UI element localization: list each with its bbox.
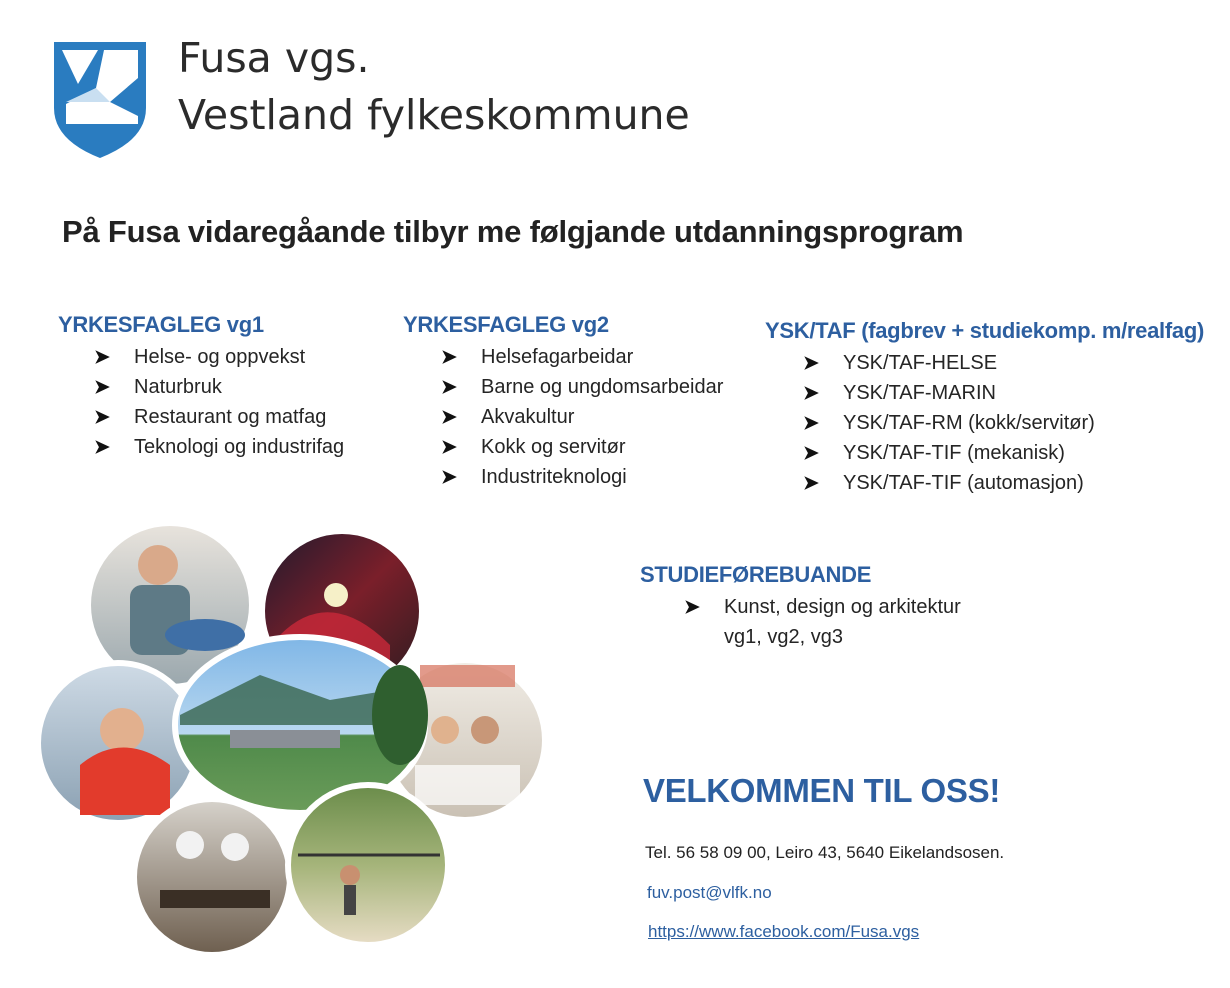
photo-marine <box>38 663 198 823</box>
email-link[interactable]: fuv.post@vlfk.no <box>647 883 772 902</box>
list-item-label: YSK/TAF-TIF (mekanisk) <box>843 442 1065 464</box>
arrow-bullet-icon: ➤ <box>803 353 819 374</box>
list-item-label: Barne og ungdomsarbeidar <box>481 376 724 398</box>
arrow-bullet-icon: ➤ <box>803 443 819 464</box>
welcome-heading: VELKOMMEN TIL OSS! <box>643 772 1001 809</box>
program-yrkesfagleg-vg1 <box>58 312 344 462</box>
list-item-label: Teknologi og industrifag <box>134 436 345 458</box>
org-name: Fusa vgs. <box>178 34 370 82</box>
program-ysk-taf <box>765 318 1204 498</box>
list-item-label: YSK/TAF-TIF (automasjon) <box>843 472 1084 494</box>
list-item <box>441 342 723 372</box>
arrow-bullet-icon: ➤ <box>94 377 110 398</box>
list-item-label: YSK/TAF-RM (kokk/servitør) <box>843 412 1095 434</box>
program-title: STUDIEFØREBUANDE <box>640 562 872 587</box>
contact-line: Tel. 56 58 09 00, Leiro 43, 5640 Eikelandsosen. <box>645 843 1005 862</box>
program-list <box>441 342 723 492</box>
list-item-label: YSK/TAF-MARIN <box>843 382 996 404</box>
facebook-link[interactable]: https://www.facebook.com/Fusa.vgs <box>648 922 920 941</box>
arrow-bullet-icon: ➤ <box>684 597 700 618</box>
list-item-label: Naturbruk <box>134 376 222 398</box>
list-item <box>94 432 344 462</box>
list-item-label: Akvakultur <box>481 406 575 428</box>
arrow-bullet-icon: ➤ <box>441 407 457 428</box>
arrow-bullet-icon: ➤ <box>803 383 819 404</box>
program-list <box>803 348 1204 498</box>
list-item <box>441 372 723 402</box>
list-item <box>94 372 344 402</box>
arrow-bullet-icon: ➤ <box>803 473 819 494</box>
arrow-bullet-icon: ➤ <box>94 347 110 368</box>
list-item <box>94 342 344 372</box>
list-item <box>441 462 723 492</box>
page-headline: På Fusa vidaregåande tilbyr me følgjande utdanningsprogram <box>62 214 964 249</box>
list-item <box>803 378 1204 408</box>
program-title: YSK/TAF (fagbrev + studiekomp. m/realfag) <box>765 318 1204 343</box>
list-item <box>441 402 723 432</box>
list-item-label: Restaurant og matfag <box>134 406 327 428</box>
arrow-bullet-icon: ➤ <box>441 347 457 368</box>
arrow-bullet-icon: ➤ <box>441 377 457 398</box>
list-item-label: Kunst, design og arkitektur <box>724 596 961 618</box>
arrow-bullet-icon: ➤ <box>94 407 110 428</box>
program-title: YRKESFAGLEG vg2 <box>403 312 609 337</box>
list-item-continuation <box>684 622 961 652</box>
org-subtitle: Vestland fylkeskommune <box>178 91 690 139</box>
list-item-label: Kokk og servitør <box>481 436 626 458</box>
program-studieforebuande <box>640 562 961 652</box>
program-list <box>94 342 344 462</box>
list-item <box>803 468 1204 498</box>
school-logo <box>52 40 148 160</box>
program-list <box>684 592 961 652</box>
list-item <box>94 402 344 432</box>
list-item-label: YSK/TAF-HELSE <box>843 352 998 374</box>
list-item <box>803 408 1204 438</box>
program-title: YRKESFAGLEG vg1 <box>58 312 264 337</box>
arrow-bullet-icon: ➤ <box>441 437 457 458</box>
list-item <box>441 432 723 462</box>
photo-beach-volleyball <box>288 785 448 945</box>
list-item-label: Helsefagarbeidar <box>481 346 634 368</box>
program-yrkesfagleg-vg2 <box>403 312 723 492</box>
list-item-label: Industriteknologi <box>481 466 627 488</box>
arrow-bullet-icon: ➤ <box>94 437 110 458</box>
arrow-bullet-icon: ➤ <box>803 413 819 434</box>
arrow-bullet-icon: ➤ <box>441 467 457 488</box>
list-item <box>803 348 1204 378</box>
list-item <box>684 592 961 622</box>
list-item <box>803 438 1204 468</box>
photo-collage <box>30 525 550 965</box>
photo-kitchen <box>134 799 290 955</box>
list-item-label: Helse- og oppvekst <box>134 346 306 368</box>
list-item-label: vg1, vg2, vg3 <box>724 626 843 648</box>
